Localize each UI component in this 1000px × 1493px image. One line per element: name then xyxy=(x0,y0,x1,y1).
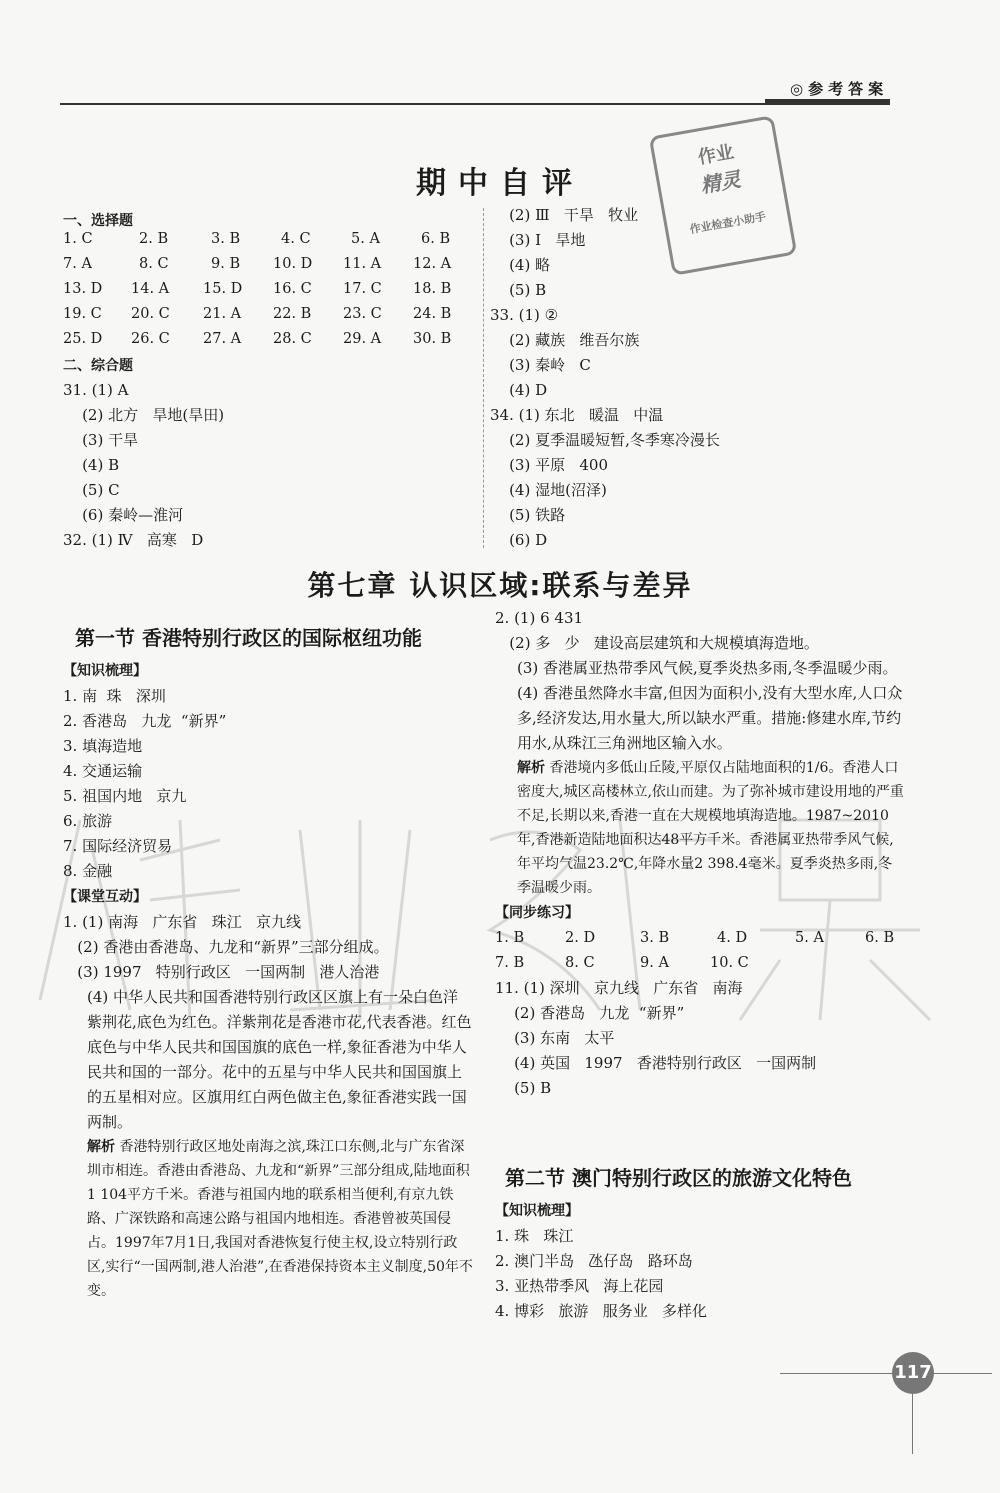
answer-line: (2) 藏族 维吾尔族 xyxy=(490,331,640,349)
knowledge-item: 2. 澳门半岛 氹仔岛 路环岛 xyxy=(495,1252,693,1270)
practice-answer: 5. A xyxy=(795,930,824,946)
knowledge-item: 3. 填海造地 xyxy=(63,737,143,755)
analysis2-text: 香港境内多低山丘陵,平原仅占陆地面积的1/6。香港人口密度大,城区高楼林立,依山而建。为了弥补城市建设用地的严重不足,长期以来,香港一直在大规模地填海造地。1987~2010年,香港新造陆地面积达48平方千米。香港属亚热带季风气候,年平均气温23.2℃,年降水量2 398.4毫米。夏季炎热多雨,冬季温暖少雨。 xyxy=(517,760,904,896)
choice-answer: 4. C xyxy=(281,231,311,247)
header-rule xyxy=(60,103,890,105)
header-rule-thick xyxy=(765,99,890,103)
choice-answer: 27. A xyxy=(203,331,242,347)
knowledge-item: 1. 南 珠 深圳 xyxy=(63,687,166,705)
knowledge-item: 4. 博彩 旅游 服务业 多样化 xyxy=(495,1302,707,1320)
practice-heading: 【同步练习】 xyxy=(495,905,579,921)
knowledge-item: 1. 珠 珠江 xyxy=(495,1227,574,1245)
knowledge-item: 5. 祖国内地 京九 xyxy=(63,787,187,805)
choice-answer: 28. C xyxy=(273,331,312,347)
practice-answer: 2. D xyxy=(565,930,596,946)
q11-line: 11. (1) 深圳 京九线 广东省 南海 xyxy=(495,979,743,997)
answer-line: (6) 秦岭—淮河 xyxy=(63,506,184,524)
page-number: 117 xyxy=(892,1352,934,1394)
analysis2-label: 解析 xyxy=(517,760,545,776)
answer-line: (5) 铁路 xyxy=(490,506,566,524)
answer-line: 34. (1) 东北 暖温 中温 xyxy=(490,406,664,424)
answer-line: 32. (1) Ⅳ 高寒 D xyxy=(63,531,204,549)
choice-answer: 5. A xyxy=(351,231,380,247)
watermark-glyphs xyxy=(20,780,980,1040)
choice-answer: 15. D xyxy=(203,281,243,297)
knowledge-heading: 【知识梳理】 xyxy=(495,1203,579,1219)
choice-answer: 17. C xyxy=(343,281,382,297)
class-answer-line: (3) 1997 特别行政区 一国两制 港人治港 xyxy=(63,963,380,981)
choice-answer: 14. A xyxy=(131,281,170,297)
header-label: ◎参考答案 xyxy=(790,80,889,98)
choice-grid xyxy=(63,227,473,352)
answer-line: 31. (1) A xyxy=(63,381,129,399)
chapter-title: 第七章 认识区域:联系与差异 xyxy=(307,569,693,602)
choice-row xyxy=(63,277,473,302)
choice-answer: 12. A xyxy=(413,256,452,272)
q11-line: (2) 香港岛 九龙 “新界” xyxy=(495,1004,685,1022)
practice-answer: 6. B xyxy=(865,930,895,946)
choice-answer: 9. B xyxy=(211,256,241,272)
knowledge-item: 8. 金融 xyxy=(63,862,113,880)
choice-answer: 6. B xyxy=(421,231,451,247)
answer-line: (3) 秦岭 C xyxy=(490,356,591,374)
q2-part4: (4) 香港虽然降水丰富,但因为面积小,没有大型水库,人口众多,经济发达,用水量大,所以缺水严重。措施:修建水库,节约用水,从珠江三角洲地区输入水。 xyxy=(517,684,903,752)
answer-line: 33. (1) ② xyxy=(490,306,559,324)
analysis-text: 香港特别行政区地处南海之滨,珠江口东侧,北与广东省深圳市相连。香港由香港岛、九龙和“新界”三部分组成,陆地面积1 104平方千米。香港与祖国内地的联系相当便利,有京九铁路、广深铁路和高速公路与祖国内地相连。香港曾被英国侵占。1997年7月1日,我国对香港恢复行使主权,设立特别行政区,实行“一国两制,港人治港”,在香港保持资本主义制度,50年不变。 xyxy=(87,1139,473,1299)
answer-line: (4) D xyxy=(490,381,548,399)
choice-answer: 3. B xyxy=(211,231,241,247)
choice-answer: 26. C xyxy=(131,331,170,347)
answer-line: (4) B xyxy=(63,456,120,474)
choice-answer: 16. C xyxy=(273,281,312,297)
knowledge-heading: 【知识梳理】 xyxy=(63,663,147,679)
answer-line: (5) C xyxy=(63,481,120,499)
answer-line: (3) 平原 400 xyxy=(490,456,609,474)
choice-answer: 11. A xyxy=(343,256,382,272)
class-answer-paragraph: (4) 中华人民共和国香港特别行政区区旗上有一朵白色洋紫荆花,底色为红色。洋紫荆花是香港市花,代表香港。红色底色与中华人民共和国国旗的底色一样,象征香港为中华人民共和国的一部分。花中的五星与中华人民共和国国旗上的五星相对应。区旗用红白两色做主色,象征香港实践一国两制。 xyxy=(87,988,472,1131)
knowledge-item: 4. 交通运输 xyxy=(63,762,143,780)
choice-answer: 20. C xyxy=(131,306,170,322)
midterm-title: 期中自评 xyxy=(416,166,584,201)
knowledge-item: 6. 旅游 xyxy=(63,812,113,830)
midterm-left-answers xyxy=(63,378,224,553)
footer-rule xyxy=(780,1373,992,1374)
knowledge-item: 3. 亚热带季风 海上花园 xyxy=(495,1277,664,1295)
part1-heading: 一、选择题 xyxy=(63,213,133,229)
choice-answer: 13. D xyxy=(63,281,103,297)
knowledge-item: 7. 国际经济贸易 xyxy=(63,837,173,855)
answer-line: (3) Ⅰ 旱地 xyxy=(490,231,586,249)
choice-answer: 1. C xyxy=(63,231,93,247)
footer-vertical-rule xyxy=(912,1394,913,1454)
choice-answer: 29. A xyxy=(343,331,382,347)
q2-line: (2) 多 少 建设高层建筑和大规模填海造地。 xyxy=(495,634,819,652)
section2-title: 第二节 澳门特别行政区的旅游文化特色 xyxy=(505,1166,852,1190)
practice-answer: 1. B xyxy=(495,930,525,946)
stamp-line2: 精灵 xyxy=(698,166,743,198)
choice-answer: 7. A xyxy=(63,256,92,272)
answer-line: (6) D xyxy=(490,531,548,549)
q11-line: (4) 英国 1997 香港特别行政区 一国两制 xyxy=(495,1054,817,1072)
answer-line: (4) 湿地(沼泽) xyxy=(490,481,607,499)
choice-answer: 30. B xyxy=(413,331,452,347)
practice-answer: 9. A xyxy=(640,955,669,971)
class-answer-line: 1. (1) 南海 广东省 珠江 京九线 xyxy=(63,913,302,931)
answer-line: (4) 略 xyxy=(490,256,551,274)
choice-answer: 23. C xyxy=(343,306,382,322)
choice-answer: 18. B xyxy=(413,281,452,297)
choice-answer: 10. D xyxy=(273,256,313,272)
practice-answer: 7. B xyxy=(495,955,525,971)
practice-answer: 8. C xyxy=(565,955,595,971)
practice-answer: 3. B xyxy=(640,930,670,946)
section2-column xyxy=(495,1198,707,1324)
choice-row xyxy=(63,252,473,277)
stamp-line1: 作业 xyxy=(696,141,736,169)
answer-line: (2) 夏季温暖短暂,冬季寒冷漫长 xyxy=(490,431,720,449)
answer-line: (2) 北方 旱地(旱田) xyxy=(63,406,225,424)
class-answer-line: (2) 香港由香港岛、九龙和“新界”三部分组成。 xyxy=(63,938,389,956)
q11-line: (5) B xyxy=(495,1079,552,1097)
choice-row xyxy=(63,302,473,327)
answer-line: (5) B xyxy=(490,281,547,299)
choice-answer: 24. B xyxy=(413,306,452,322)
knowledge-item: 2. 香港岛 九龙 “新界” xyxy=(63,712,227,730)
choice-answer: 22. B xyxy=(273,306,312,322)
class-heading: 【课堂互动】 xyxy=(63,889,147,905)
q2-part3: (3) 香港属亚热带季风气候,夏季炎热多雨,冬季温暖少雨。 xyxy=(517,659,898,677)
q2-line: 2. (1) 6 431 xyxy=(495,609,584,627)
choice-row xyxy=(63,327,473,352)
choice-answer: 19. C xyxy=(63,306,102,322)
choice-answer: 25. D xyxy=(63,331,103,347)
practice-answer: 10. C xyxy=(710,955,749,971)
choice-answer: 8. C xyxy=(139,256,169,272)
part2-heading: 二、综合题 xyxy=(63,358,133,374)
choice-row xyxy=(63,227,473,252)
answer-line: (3) 干旱 xyxy=(63,431,139,449)
q11-line: (3) 东南 太平 xyxy=(495,1029,615,1047)
choice-answer: 21. A xyxy=(203,306,242,322)
midterm-right-answers xyxy=(490,203,720,553)
watermark xyxy=(20,780,980,1090)
answer-line: (2) Ⅲ 干旱 牧业 xyxy=(490,206,639,224)
practice-answer: 4. D xyxy=(717,930,748,946)
choice-answer: 2. B xyxy=(139,231,169,247)
stamp-line3: 作业检查小助手 xyxy=(688,209,767,237)
section1-title: 第一节 香港特别行政区的国际枢纽功能 xyxy=(75,626,422,650)
analysis-block xyxy=(63,1135,473,1303)
column-divider xyxy=(483,208,485,548)
analysis-label: 解析 xyxy=(87,1139,115,1155)
